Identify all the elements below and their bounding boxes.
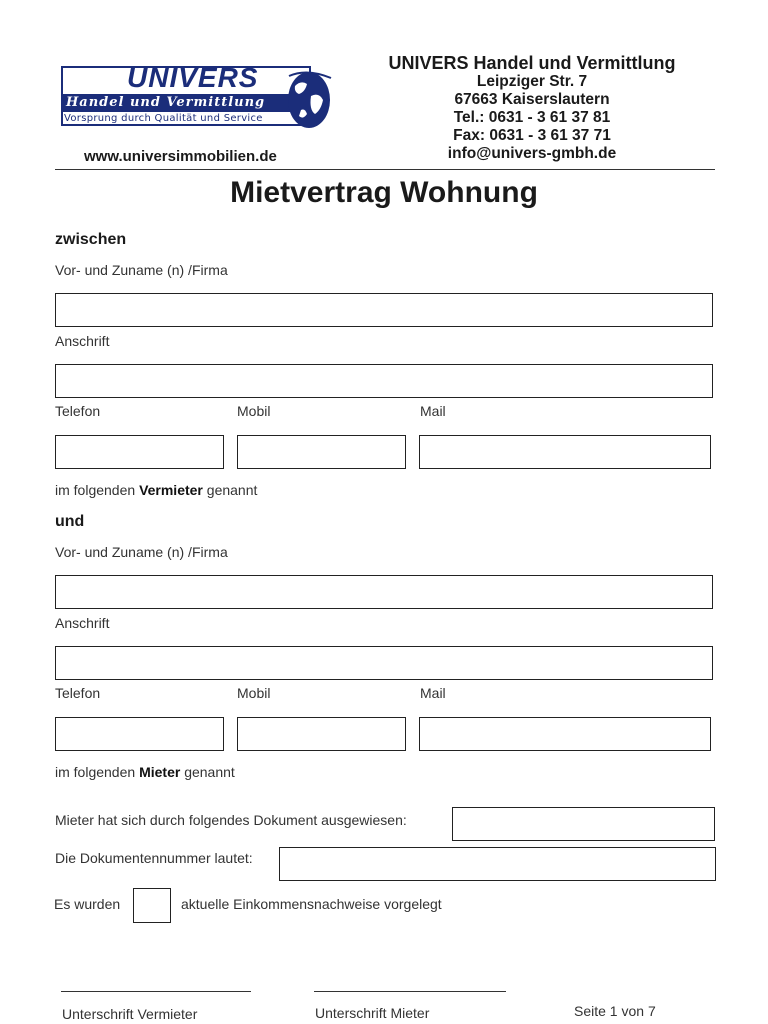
landlord-address-input[interactable] [55,364,713,398]
logo-subtitle: Handel und Vermittlung [63,94,291,112]
document-number-input[interactable] [279,847,716,881]
website-link[interactable]: www.universimmobilien.de [84,148,277,165]
tenant-note-prefix: im folgenden [55,764,136,780]
tenant-address-label: Anschrift [55,615,110,631]
document-input[interactable] [452,807,715,841]
tenant-mail-label: Mail [420,685,446,701]
company-email[interactable]: info@univers-gmbh.de [447,145,617,162]
income-suffix: aktuelle Einkommensnachweise vorgelegt [181,896,442,912]
tenant-mobile-label: Mobil [237,685,271,701]
landlord-mail-input[interactable] [419,435,711,469]
landlord-heading: zwischen [55,231,127,248]
tenant-address-input[interactable] [55,646,713,680]
landlord-note-prefix: im folgenden [55,482,136,498]
globe-icon [287,66,333,130]
tenant-phone-label: Telefon [55,685,101,701]
tenant-name-input[interactable] [55,575,713,609]
landlord-note-suffix: genannt [206,482,258,498]
tenant-heading: und [55,513,85,530]
landlord-mobile-input[interactable] [237,435,406,469]
company-info [366,53,698,163]
company-street: Leipziger Str. 7 [476,73,588,90]
landlord-address-label: Anschrift [55,333,110,349]
tenant-role-note [55,764,235,781]
landlord-mail-label: Mail [420,403,446,419]
tenant-signature-label: Unterschrift Mieter [315,1005,430,1021]
tenant-note-suffix: genannt [184,764,235,780]
document-number-label: Die Dokumentennummer lautet: [55,850,253,866]
document-label: Mieter hat sich durch folgendes Dokument ausgewiesen: [55,812,407,828]
landlord-name-input[interactable] [55,293,713,327]
landlord-signature-label: Unterschrift Vermieter [62,1006,198,1022]
logo-slogan: Vorsprung durch Qualität und Service [64,113,263,124]
header-divider [55,169,715,170]
page-title: Mietvertrag Wohnung [230,176,538,209]
tenant-signature-line[interactable] [314,991,506,992]
tenant-mail-input[interactable] [419,717,711,751]
landlord-signature-line[interactable] [61,991,251,992]
tenant-role: Mieter [139,764,181,780]
income-count-input[interactable] [133,888,171,923]
company-fax: Fax: 0631 - 3 61 37 71 [453,127,611,144]
company-phone: Tel.: 0631 - 3 61 37 81 [453,109,611,126]
landlord-phone-input[interactable] [55,435,224,469]
tenant-name-label: Vor- und Zuname (n) /Firma [55,544,228,560]
landlord-role: Vermieter [139,482,203,498]
company-name: UNIVERS Handel und Vermittlung [388,53,676,73]
company-logo [61,64,333,130]
page-number: Seite 1 von 7 [574,1003,656,1019]
company-city: 67663 Kaiserslautern [454,91,610,108]
tenant-phone-input[interactable] [55,717,224,751]
landlord-phone-label: Telefon [55,403,101,419]
tenant-mobile-input[interactable] [237,717,406,751]
income-prefix: Es wurden [54,896,121,912]
landlord-role-note [55,482,257,499]
landlord-name-label: Vor- und Zuname (n) /Firma [55,262,228,278]
logo-name: UNIVERS [127,62,259,93]
landlord-mobile-label: Mobil [237,403,271,419]
